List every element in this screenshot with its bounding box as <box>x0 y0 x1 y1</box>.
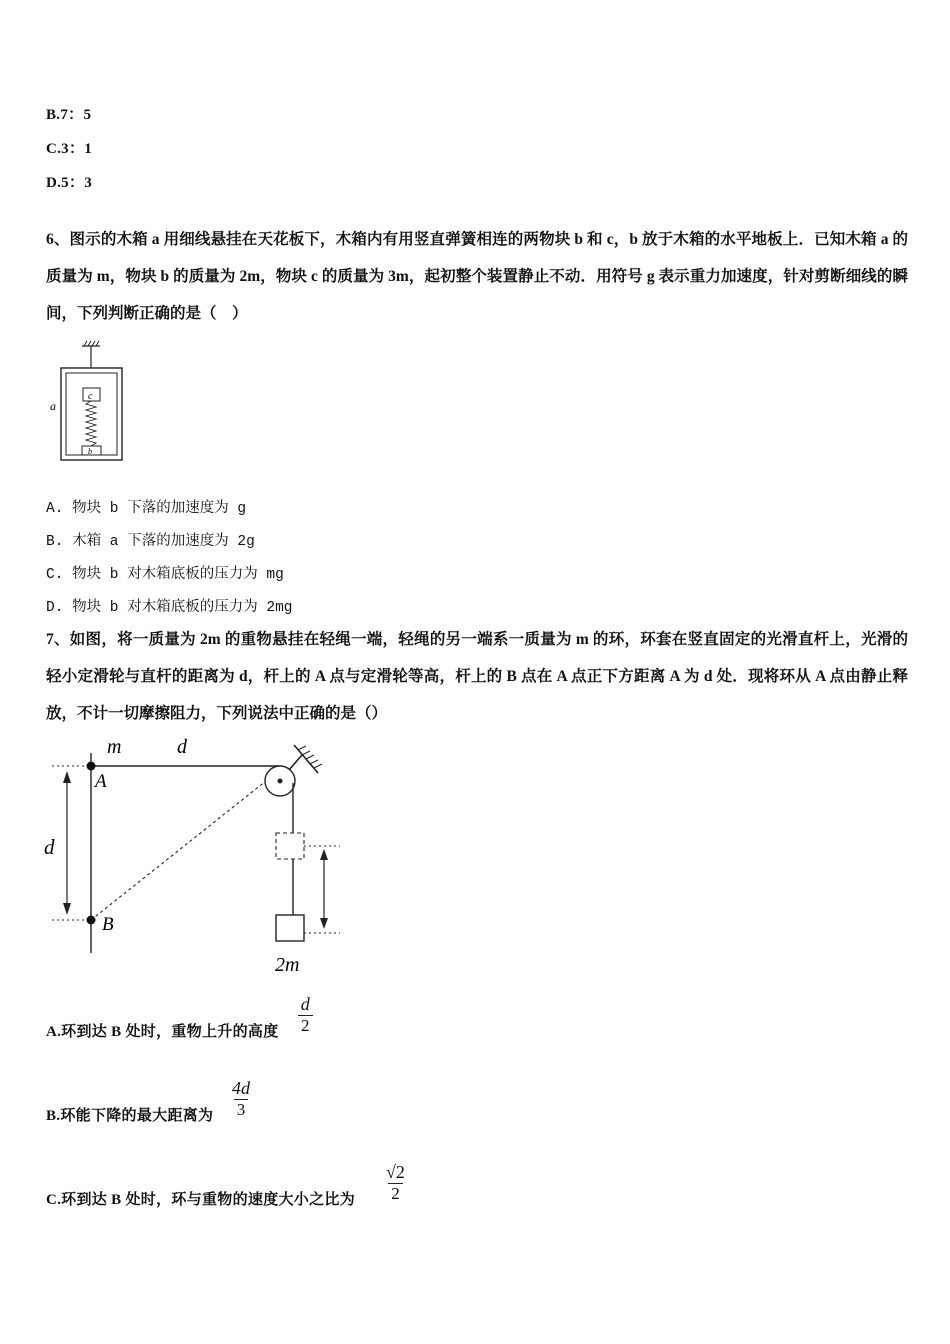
option-q5-c: C.3：1 <box>46 141 93 157</box>
fraction-numerator: d <box>300 994 310 1014</box>
option-q5-b: B.7：5 <box>46 107 92 123</box>
label-c: c <box>88 391 93 402</box>
point-b <box>87 916 96 925</box>
figure-wooden-box <box>44 338 134 468</box>
figure-pulley-ring <box>40 733 360 983</box>
option-q6-c: C. 物块 b 对木箱底板的压力为 mg <box>46 567 284 583</box>
point-a <box>87 762 96 771</box>
option-q5-d: D.5：3 <box>46 175 93 191</box>
mass-initial-dashed <box>276 833 304 859</box>
pulley-axle <box>278 779 283 784</box>
option-q6-d: D. 物块 b 对木箱底板的压力为 2mg <box>46 600 293 616</box>
option-q6-a: A. 物块 b 下落的加速度为 g <box>46 501 247 517</box>
option-q7-c: C.环到达 B 处时，环与重物的速度大小之比为 <box>46 1192 355 1208</box>
rise-arrow-up <box>320 849 328 860</box>
label-A: A <box>95 771 107 792</box>
d-arrow-down <box>63 903 71 915</box>
label-b: b <box>88 447 92 456</box>
fraction-denominator: 2 <box>298 1015 313 1036</box>
option-q7-a: A.环到达 B 处时，重物上升的高度 <box>46 1024 279 1040</box>
spring <box>86 401 96 446</box>
fraction-numerator: 4d <box>232 1078 250 1098</box>
fraction-numerator: √2 <box>386 1162 405 1182</box>
question-6-stem: 6、图示的木箱 a 用细线悬挂在天花板下，木箱内有用竖直弹簧相连的两物块 b 和 c，b 放于木箱的水平地板上．已知木箱 a 的质量为 m，物块 b 的质量为 2m，物块 c 的质量为 3m，起初整个装置静止不动．用符号 g 表示重力加速度，针对剪断细线的瞬间，下列判断正确的是（ ） <box>46 231 908 322</box>
fraction-4d-over-3 <box>230 1077 252 1120</box>
rise-arrow-down <box>320 918 328 929</box>
label-B: B <box>102 914 114 935</box>
d-arrow-up <box>63 771 71 783</box>
label-d-left: d <box>44 835 55 859</box>
ceiling-hatch <box>84 341 99 346</box>
label-m: m <box>107 736 122 758</box>
option-q7-b: B.环能下降的最大距离为 <box>46 1108 214 1124</box>
mass-2m-box <box>276 915 304 941</box>
label-d-top: d <box>177 736 187 758</box>
fraction-root2-over-2 <box>384 1161 407 1204</box>
rope-dashed <box>91 773 276 920</box>
fraction-d-over-2 <box>298 993 313 1036</box>
fraction-denominator: 2 <box>388 1183 403 1204</box>
label-2m: 2m <box>275 954 300 976</box>
question-7-stem: 7、如图，将一质量为 2m 的重物悬挂在轻绳一端，轻绳的另一端系一质量为 m 的环，环套在竖直固定的光滑直杆上，光滑的轻小定滑轮与直杆的距离为 d，杆上的 A 点与定滑轮等高，杆上的 B 点在 A 点正下方距离 A 为 d 处．现将环从 A 点由静止释放，不计一切摩擦阻力，下列说法中正确的是（） <box>46 631 908 722</box>
option-q6-b: B. 木箱 a 下落的加速度为 2g <box>46 534 255 550</box>
label-a: a <box>50 399 56 413</box>
fraction-denominator: 3 <box>234 1099 249 1120</box>
